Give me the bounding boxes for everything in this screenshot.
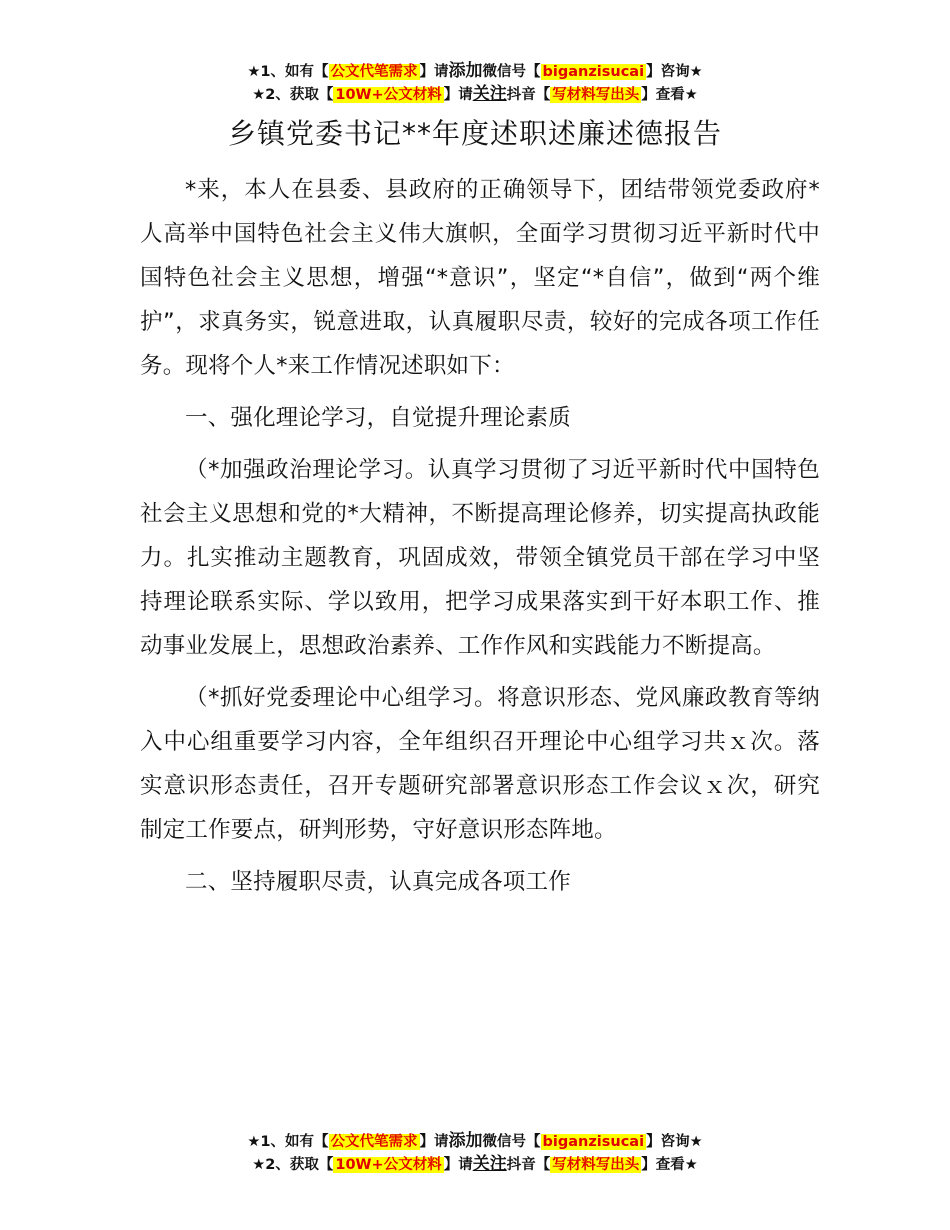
header-ad-highlight-service: 公文代笔需求 <box>330 64 418 80</box>
document-body <box>140 168 820 912</box>
footer-ad-highlight-douyin: 写材料写出头 <box>552 1157 640 1173</box>
header-ad <box>0 60 950 106</box>
paragraph-intro: *来，本人在县委、县政府的正确领导下，团结带领党委政府*人高举中国特色社会主义伟大旗帜，全面学习贯彻习近平新时代中国特色社会主义思想，增强“*意识”，坚定“*自信”，做到“两个维护”，求真务实，锐意进取，认真履职尽责，较好的完成各项工作任务。现将个人*来工作情况述职如下： <box>140 177 820 379</box>
footer-ad <box>0 1130 950 1176</box>
header-ad-highlight-materials: 10W+公文材料 <box>335 87 442 103</box>
footer-ad-highlight-wechat: biganzisucai <box>542 1134 645 1150</box>
section-heading-1: 一、强化理论学习，自觉提升理论素质 <box>185 405 571 431</box>
footer-ad-highlight-materials: 10W+公文材料 <box>335 1157 442 1173</box>
header-ad-highlight-douyin: 写材料写出头 <box>552 87 640 103</box>
footer-ad-line-2: ★2、获取【 10W+公文材料 】请关注抖音【 写材料写出头 】查看★ <box>252 1154 698 1174</box>
section-heading-2: 二、坚持履职尽责，认真完成各项工作 <box>185 869 571 895</box>
footer-ad-line-1: ★1、如有【 公文代笔需求 】请添加微信号【 biganzisucai 】咨询★ <box>247 1131 703 1151</box>
paragraph-political-study: （*加强政治理论学习。认真学习贯彻了习近平新时代中国特色社会主义思想和党的*大精神，不断提高理论修养，切实提高执政能力。扎实推动主题教育，巩固成效，带领全镇党员干部在学习中坚持理论联系实际、学以致用，把学习成果落实到干好本职工作、推动事业发展上，思想政治素养、工作作风和实践能力不断提高。 <box>140 457 820 659</box>
document-title: 乡镇党委书记**年度述职述廉述德报告 <box>227 117 722 150</box>
footer-ad-highlight-service: 公文代笔需求 <box>330 1134 418 1150</box>
header-ad-highlight-wechat: biganzisucai <box>542 64 645 80</box>
header-ad-line-2: ★2、获取【 10W+公文材料 】请关注抖音【 写材料写出头 】查看★ <box>252 84 698 104</box>
header-ad-line-1: ★1、如有【 公文代笔需求 】请添加微信号【 biganzisucai 】咨询★ <box>247 61 703 81</box>
paragraph-central-group-study: （*抓好党委理论中心组学习。将意识形态、党风廉政教育等纳入中心组重要学习内容，全年组织召开理论中心组学习共ｘ次。落实意识形态责任，召开专题研究部署意识形态工作会议ｘ次，研究制定工作要点，研判形势，守好意识形态阵地。 <box>140 685 820 843</box>
